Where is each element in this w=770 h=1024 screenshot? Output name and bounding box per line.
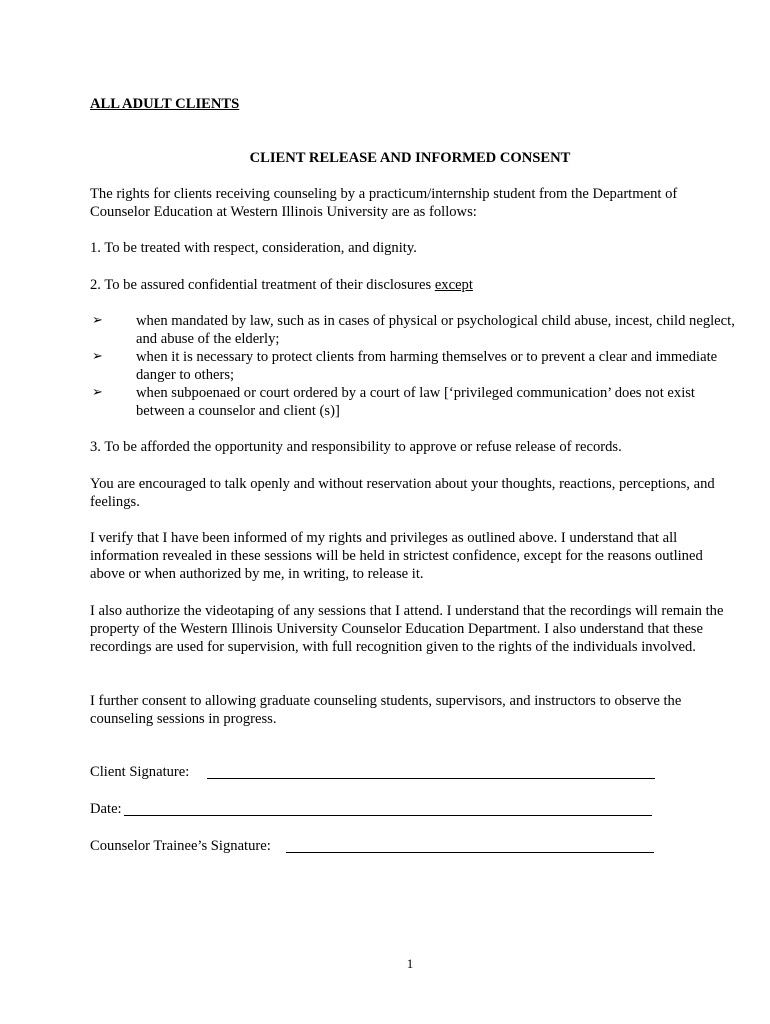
except-underlined: except [434,277,473,293]
intro-paragraph: The rights for clients receiving counseling by a practicum/internship student from the Department of Counselor Education at Western Illinois University are as follows: [90,186,678,220]
page-number: 1 [406,956,414,971]
rights-item-1: 1. To be treated with respect, consideration, and dignity. [90,240,417,256]
list-item [90,348,735,384]
verify-paragraph: I verify that I have been informed of my rights and privileges as outlined above. I understand that all information revealed in these sessions will be held in strictest confidence, except for the reasons outlined above or when authorized by me, in writing, to release it. [90,530,703,582]
date-row [90,800,122,820]
exceptions-list [90,312,735,420]
bullet-text: when mandated by law, such as in cases of physical or psychological child abuse, incest, child neglect, and abuse of the elderly; [136,313,735,347]
document-title: CLIENT RELEASE AND INFORMED CONSENT [249,150,571,166]
counselor-signature-row [90,837,271,857]
rights-item-2 [90,276,735,294]
list-item [90,384,735,420]
client-signature-label: Client Signature: [90,764,190,780]
client-signature-row [90,763,189,783]
counselor-signature-line[interactable] [286,852,654,853]
counselor-signature-label: Counselor Trainee’s Signature: [90,838,271,854]
videotaping-paragraph: I also authorize the videotaping of any sessions that I attend. I understand that the recordings will remain the property of the Western Illinois University Counselor Education Department. I also understand that these recordings are used for supervision, with full recognition given to the rights of the individuals involved. [90,603,724,655]
rights-item-3: 3. To be afforded the opportunity and responsibility to approve or refuse release of records. [90,439,622,455]
arrow-bullet-icon: ➢ [92,385,103,400]
encouraged-paragraph: You are encouraged to talk openly and without reservation about your thoughts, reactions, perceptions, and feelings. [90,476,715,510]
rights-item-2-text: 2. To be assured confidential treatment of their disclosures [90,277,435,293]
list-item [90,312,735,348]
bullet-text: when subpoenaed or court ordered by a court of law [‘privileged communication’ does not exist between a counselor and client (s)] [136,385,695,419]
bullet-text: when it is necessary to protect clients from harming themselves or to prevent a clear and immediate danger to others; [136,349,718,383]
arrow-bullet-icon: ➢ [92,349,103,364]
further-consent-paragraph: I further consent to allowing graduate counseling students, supervisors, and instructors to observe the counseling sessions in progress. [90,693,682,727]
date-line[interactable] [124,815,652,816]
date-label: Date: [90,801,122,817]
client-signature-line[interactable] [207,778,655,779]
arrow-bullet-icon: ➢ [92,313,103,328]
top-heading: ALL ADULT CLIENTS [90,96,240,112]
